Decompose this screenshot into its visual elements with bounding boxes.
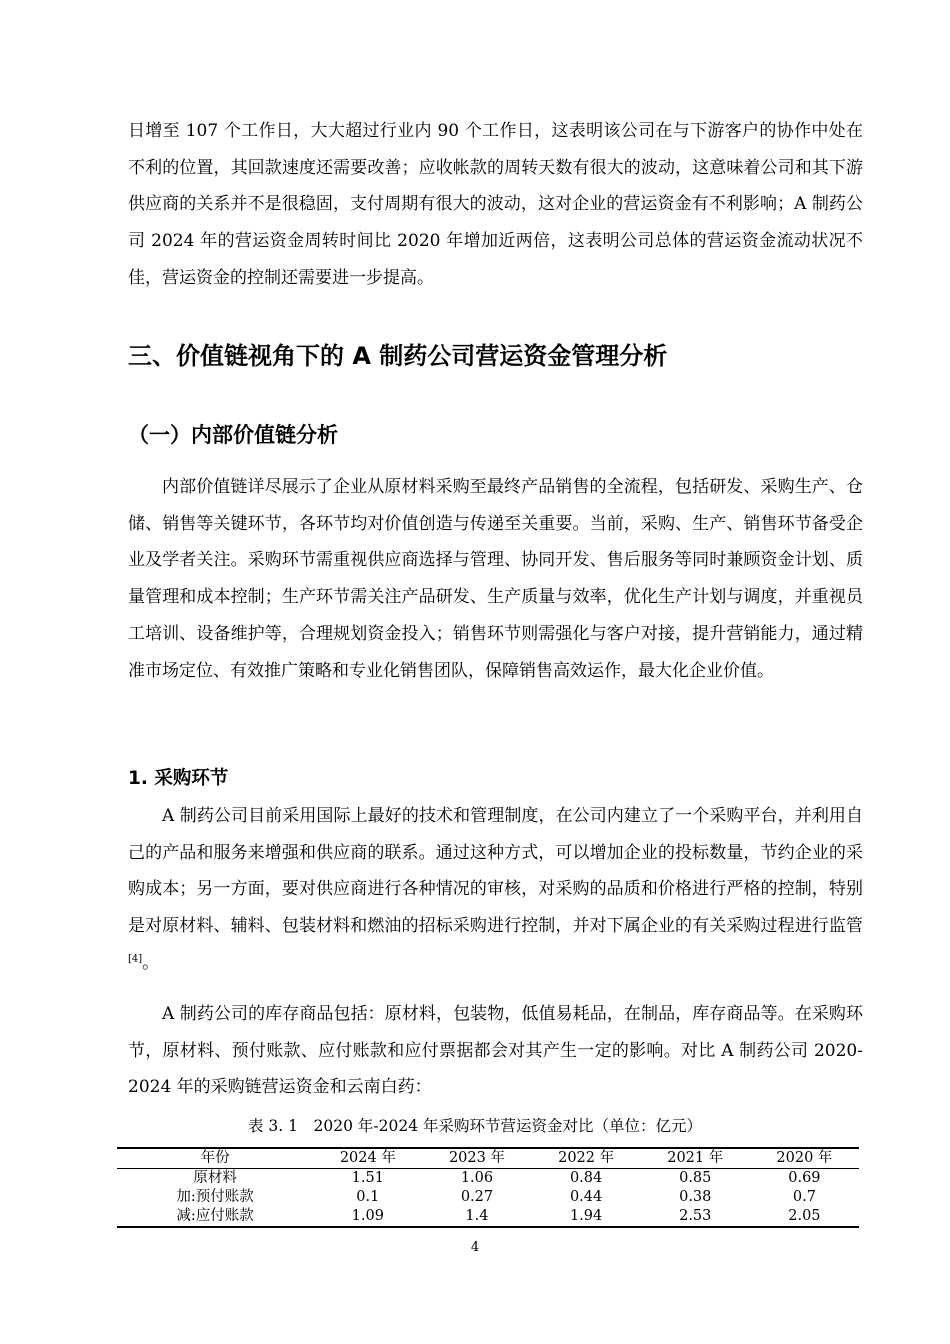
table-header-row <box>117 1148 859 1169</box>
table-cell: 0.1 <box>356 1189 380 1205</box>
table-cell: 2.05 <box>788 1208 821 1224</box>
header-cell: 年份 <box>200 1150 230 1166</box>
section-heading: 三、价值链视角下的 A 制药公司营运资金管理分析 <box>128 342 668 370</box>
header-cell: 2020 年 <box>776 1150 833 1166</box>
inventory-paragraph: A 制药公司的库存商品包括：原材料，包装物，低值易耗品，在制品，库存商品等。在采购环节，原材料、预付账款、应付账款和应付票据都会对其产生一定的影响。对比 A 制药公司 2020-2024 年的采购链营运资金和云南白药： <box>128 1004 863 1098</box>
subsection-heading: （一）内部价值链分析 <box>128 423 338 447</box>
table-cell: 减:应付账款 <box>176 1208 254 1224</box>
value-chain-paragraph: 内部价值链详尽展示了企业从原材料采购至最终产品销售的全流程，包括研发、采购生产、仓储、销售等关键环节，各环节均对价值创造与传递至关重要。当前，采购、生产、销售环节备受企业及学者关注。采购环节需重视供应商选择与管理、协同开发、售后服务等同时兼顾资金计划、质量管理和成本控制；生产环节需关注产品研发、生产质量与效率，优化生产计划与调度，并重视员工培训、设备维护等，合理规划资金投入；销售环节则需强化与客户对接，提升营销能力，通过精准市场定位、有效推广策略和专业化销售团队，保障销售高效运作，最大化企业价值。 <box>128 477 863 681</box>
table-cell: 0.85 <box>679 1170 712 1186</box>
table-row <box>117 1188 859 1207</box>
header-cell: 2023 年 <box>448 1150 505 1166</box>
table-cell: 0.84 <box>569 1170 603 1186</box>
table-cell: 1.94 <box>569 1208 603 1224</box>
table-cell: 0.27 <box>460 1189 494 1205</box>
table-cell: 1.4 <box>465 1208 489 1224</box>
purchase-paragraph-end: 。 <box>142 952 160 973</box>
purchase-paragraph <box>128 798 863 982</box>
table-cell: 1.06 <box>460 1170 494 1186</box>
table-cell: 0.7 <box>792 1189 816 1205</box>
table-cell: 0.44 <box>569 1189 603 1205</box>
table-row <box>117 1207 859 1227</box>
table-cell: 1.51 <box>351 1170 384 1186</box>
table-cell: 原材料 <box>193 1170 237 1186</box>
intro-paragraph: 日增至 107 个工作日，大大超过行业内 90 个工作日，这表明该公司在与下游客户的协作中处在不利的位置，其回款速度还需要改善；应收帐款的周转天数有很大的波动，这意味着公司和其下游供应商的关系并不是很稳固，支付周期有很大的波动，这对企业的营运资金有不利影响；A 制药公司 2024 年的营运资金周转时间比 2020 年增加近两倍，这表明公司总体的营运资金流动状况不佳，营运资金的控制还需要进一步提高。 <box>128 121 863 288</box>
page-number: 4 <box>470 1240 480 1255</box>
header-cell: 2022 年 <box>558 1150 615 1166</box>
header-cell: 2024 年 <box>339 1150 396 1166</box>
table-caption: 表 3. 1 2020 年-2024 年采购环节营运资金对比（单位：亿元） <box>248 1117 702 1135</box>
purchase-working-capital-table <box>117 1147 859 1228</box>
table-cell: 0.69 <box>788 1170 821 1186</box>
purchase-paragraph-text: A 制药公司目前采用国际上最好的技术和管理制度，在公司内建立了一个采购平台，并利用自己的产品和服务来增强和供应商的联系。通过这种方式，可以增加企业的投标数量，节约企业的采购成本；另一方面，要对供应商进行各种情况的审核，对采购的品质和价格进行严格的控制，特别是对原材料、辅料、包装材料和燃油的招标采购进行控制，并对下属企业的有关采购过程进行监管 <box>128 806 863 937</box>
table-row <box>117 1169 859 1189</box>
item-heading-purchase: 1. 采购环节 <box>128 768 229 789</box>
table-cell: 2.53 <box>679 1208 712 1224</box>
citation-ref: [4] <box>128 953 143 965</box>
table-cell: 0.38 <box>679 1189 712 1205</box>
table-cell: 1.09 <box>351 1208 384 1224</box>
header-cell: 2021 年 <box>667 1150 724 1166</box>
table-cell: 加:预付账款 <box>176 1189 254 1205</box>
table-container <box>117 1147 859 1228</box>
